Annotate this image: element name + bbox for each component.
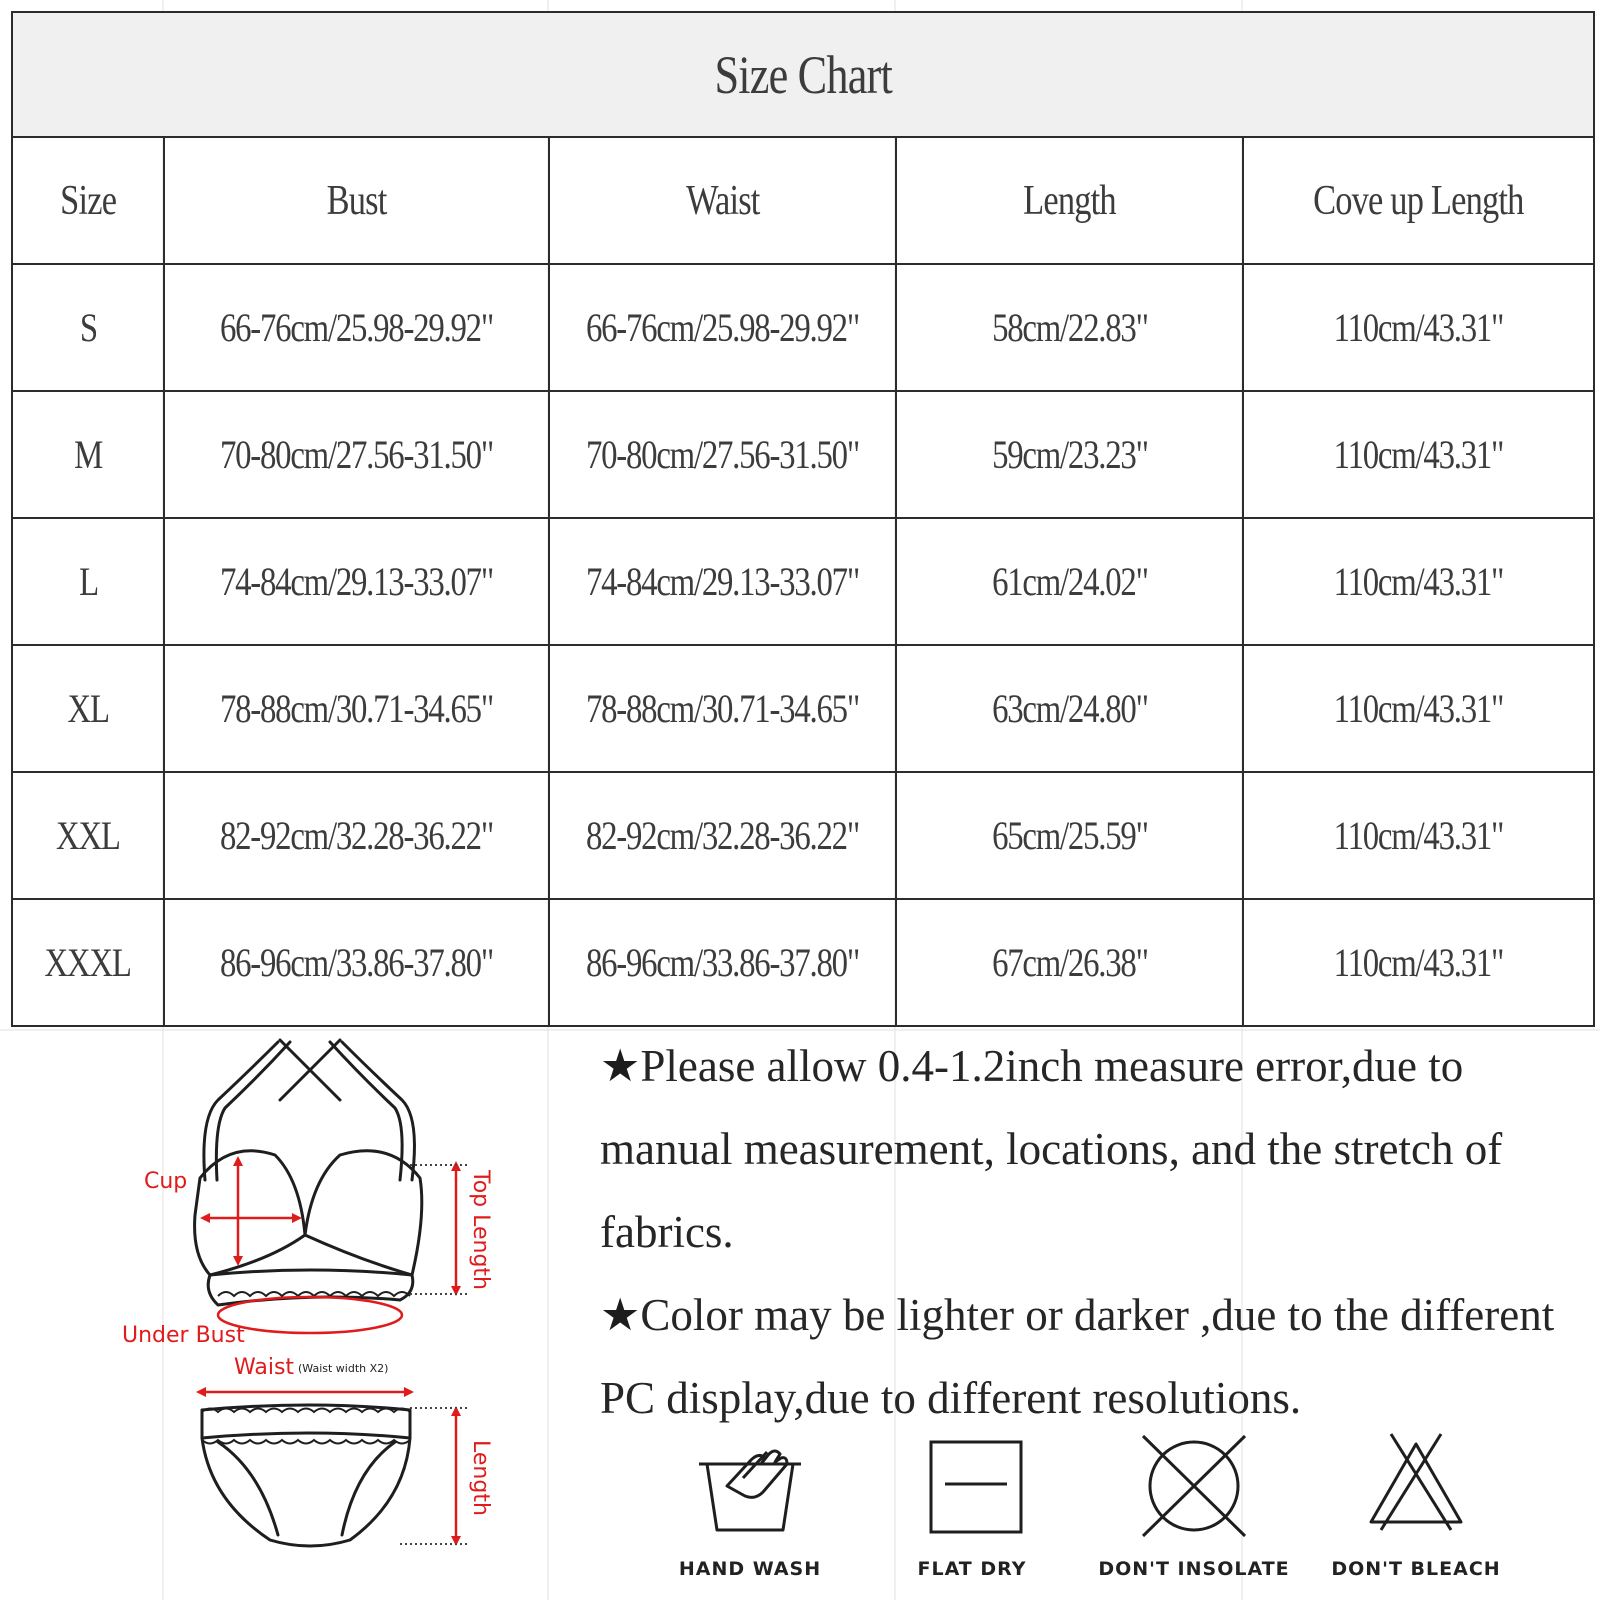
care-label-dont-insolate: DON'T INSOLATE xyxy=(1098,1558,1290,1580)
note-color-text: Color may be lighter or darker ,due to the different PC display,due to different resolutions. xyxy=(600,1290,1555,1423)
star-icon: ★ xyxy=(600,1290,641,1340)
note-measure-error xyxy=(600,1025,1590,1274)
waist-label: Waist xyxy=(234,1355,295,1380)
under-bust-ellipse xyxy=(218,1297,402,1333)
star-icon: ★ xyxy=(600,1041,641,1091)
cove-up-length-cell: 110cm/43.31" xyxy=(1243,645,1594,772)
size-cell: XXXL xyxy=(12,899,164,1026)
care-item-hand-wash xyxy=(640,1430,860,1600)
header-row xyxy=(12,137,1594,264)
length-cell: 65cm/25.59" xyxy=(896,772,1243,899)
bottom-waistband xyxy=(202,1405,410,1438)
size-cell: L xyxy=(12,518,164,645)
header-size: Size xyxy=(12,137,164,264)
top-length-label: Top Length xyxy=(468,1170,493,1291)
length-cell: 63cm/24.80" xyxy=(896,645,1243,772)
waist-cell: 74-84cm/29.13-33.07" xyxy=(549,518,896,645)
waist-cell: 78-88cm/30.71-34.65" xyxy=(549,645,896,772)
size-chart-table xyxy=(11,11,1595,1027)
header-bust: Bust xyxy=(164,137,549,264)
notes-text xyxy=(600,1025,1590,1440)
cove-up-length-cell: 110cm/43.31" xyxy=(1243,518,1594,645)
cup-label: Cup xyxy=(144,1169,188,1194)
dont-bleach-icon xyxy=(1351,1430,1481,1540)
top-cup-left xyxy=(195,1151,305,1275)
care-instructions xyxy=(640,1430,1580,1600)
measurement-diagram xyxy=(100,1030,520,1590)
cove-up-length-cell: 110cm/43.31" xyxy=(1243,899,1594,1026)
bust-cell: 82-92cm/32.28-36.22" xyxy=(164,772,549,899)
bust-cell: 86-96cm/33.86-37.80" xyxy=(164,899,549,1026)
top-cup-right xyxy=(305,1151,422,1275)
hand-wash-icon xyxy=(685,1430,815,1540)
waist-cell: 86-96cm/33.86-37.80" xyxy=(549,899,896,1026)
bottom-leg-right xyxy=(342,1442,395,1535)
dont-insolate-icon xyxy=(1129,1430,1259,1540)
header-cove-up-length: Cove up Length xyxy=(1243,137,1594,264)
cove-up-length-cell: 110cm/43.31" xyxy=(1243,264,1594,391)
length-cell: 67cm/26.38" xyxy=(896,899,1243,1026)
length-cell: 58cm/22.83" xyxy=(896,264,1243,391)
waist-cell: 70-80cm/27.56-31.50" xyxy=(549,391,896,518)
table-row xyxy=(12,645,1594,772)
length-cell: 61cm/24.02" xyxy=(896,518,1243,645)
waist-cell: 82-92cm/32.28-36.22" xyxy=(549,772,896,899)
size-cell: XXL xyxy=(12,772,164,899)
table-row xyxy=(12,391,1594,518)
header-length: Length xyxy=(896,137,1243,264)
title-row xyxy=(12,12,1594,137)
care-label-hand-wash: HAND WASH xyxy=(678,1558,822,1580)
flat-dry-icon xyxy=(907,1430,1037,1540)
header-waist: Waist xyxy=(549,137,896,264)
waist-note: (Waist width X2) xyxy=(298,1362,389,1375)
cove-up-length-cell: 110cm/43.31" xyxy=(1243,772,1594,899)
table-row xyxy=(12,899,1594,1026)
table-row xyxy=(12,264,1594,391)
care-item-dont-insolate xyxy=(1084,1430,1304,1600)
length-label: Length xyxy=(468,1440,493,1516)
bust-cell: 70-80cm/27.56-31.50" xyxy=(164,391,549,518)
halter-strap-outer xyxy=(204,1042,415,1180)
size-cell: XL xyxy=(12,645,164,772)
bust-cell: 66-76cm/25.98-29.92" xyxy=(164,264,549,391)
waist-cell: 66-76cm/25.98-29.92" xyxy=(549,264,896,391)
under-bust-label: Under Bust xyxy=(122,1323,245,1348)
bust-cell: 78-88cm/30.71-34.65" xyxy=(164,645,549,772)
size-cell: M xyxy=(12,391,164,518)
care-item-dont-bleach xyxy=(1306,1430,1526,1600)
size-cell: S xyxy=(12,264,164,391)
halter-strap-inner xyxy=(216,1042,402,1180)
care-label-dont-bleach: DON'T BLEACH xyxy=(1331,1558,1501,1580)
table-row xyxy=(12,772,1594,899)
cove-up-length-cell: 110cm/43.31" xyxy=(1243,391,1594,518)
halter-strap-left xyxy=(280,1040,340,1100)
note-measure-error-text: Please allow 0.4-1.2inch measure error,due to manual measurement, locations, and the stretch of fabrics. xyxy=(600,1041,1503,1257)
care-item-flat-dry xyxy=(862,1430,1082,1600)
bust-cell: 74-84cm/29.13-33.07" xyxy=(164,518,549,645)
table-title: Size Chart xyxy=(12,12,1594,137)
care-label-flat-dry: FLAT DRY xyxy=(917,1558,1027,1580)
table-row xyxy=(12,518,1594,645)
note-color xyxy=(600,1274,1590,1440)
length-cell: 59cm/23.23" xyxy=(896,391,1243,518)
top-band xyxy=(208,1270,413,1305)
